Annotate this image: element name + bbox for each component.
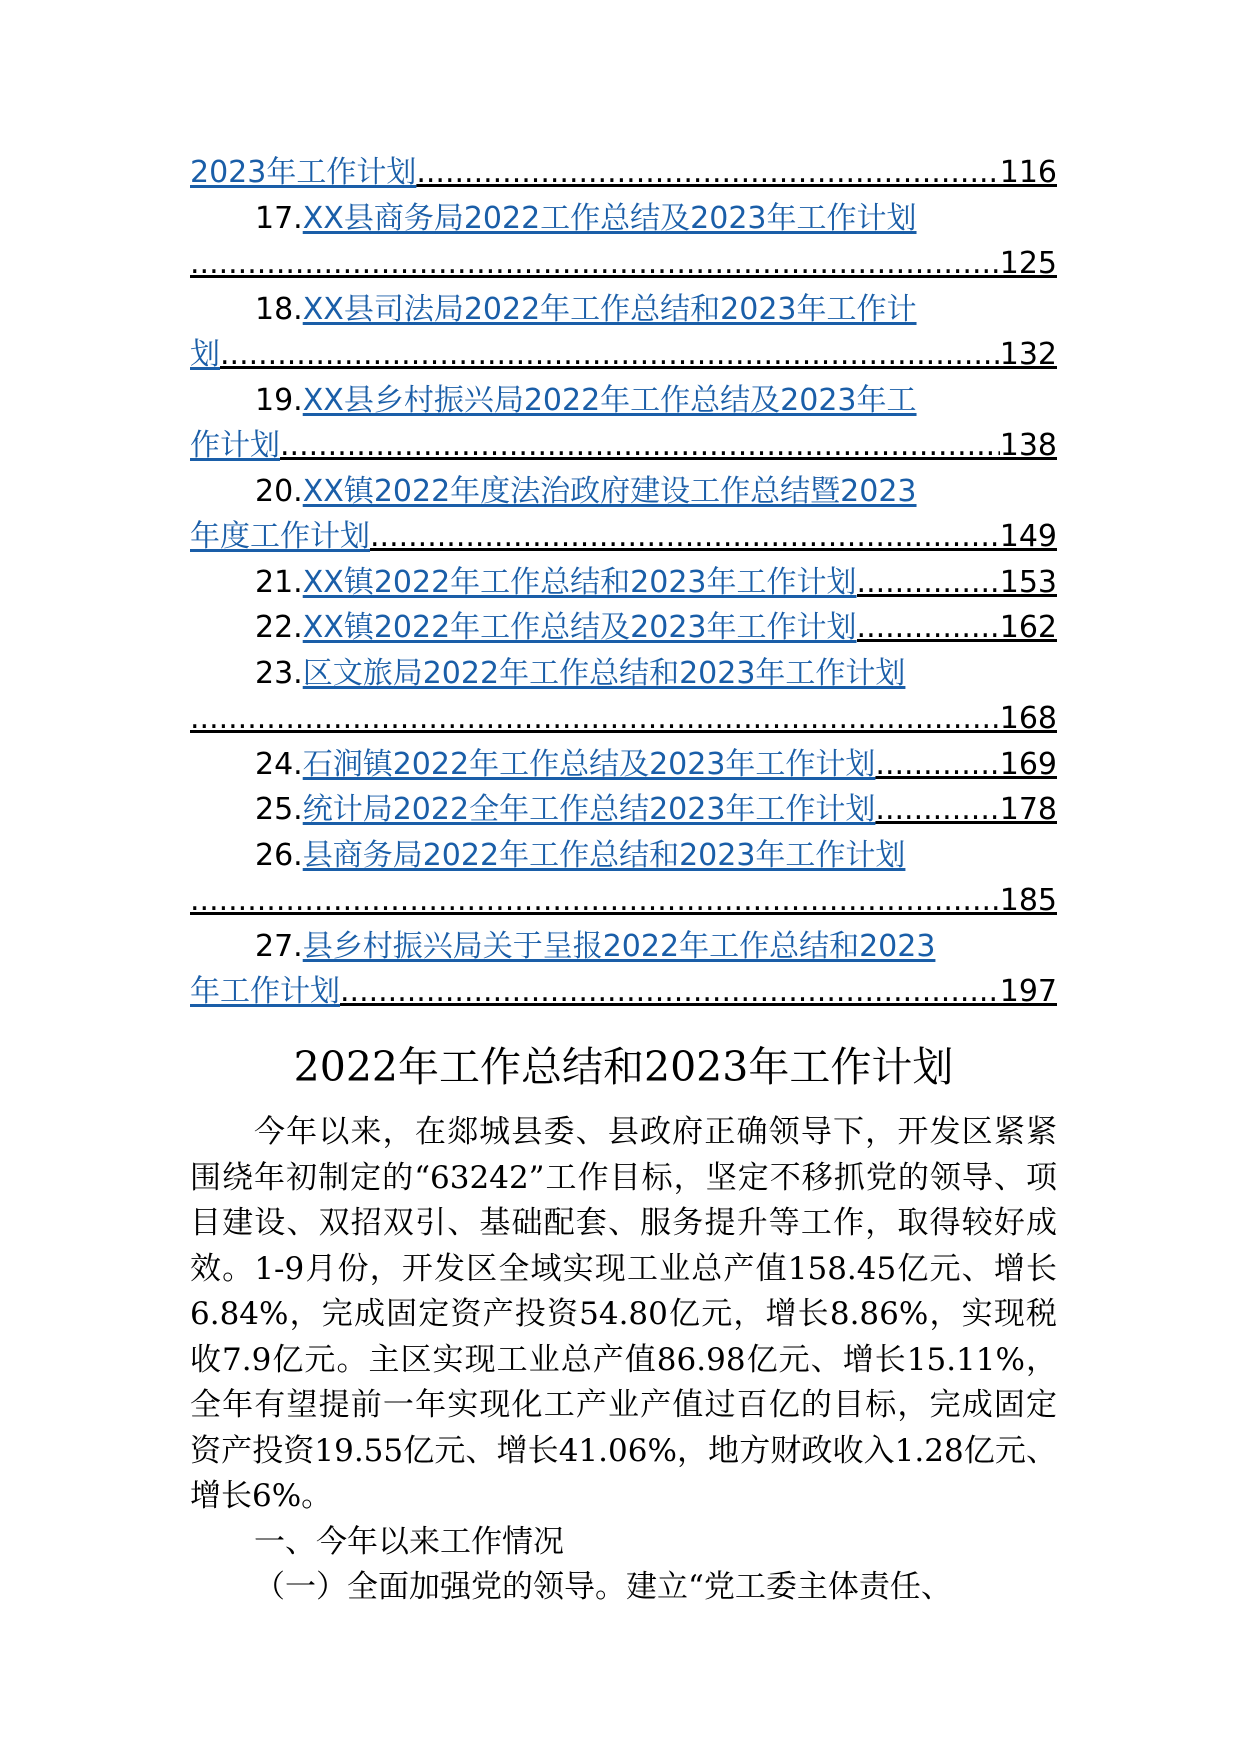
intro-paragraph: 今年以来，在郯城县委、县政府正确领导下，开发区紧紧围绕年初制定的“63242”工作目标，坚定不移抓党的领导、项目建设、双招双引、基础配套、服务提升等工作，取得较好成效。1-9月份，开发区全域实现工业总产值158.45亿元、增长6.84%，完成固定资产投资54.80亿元，增长8.86%，实现税收7.9亿元。主区实现工业总产值86.98亿元、增长15.11%，全年有望提前一年实现化工产业产值过百亿的目标，完成固定资产投资19.55亿元、增长41.06%，地方财政收入1.28亿元、增长6%。: [190, 1114, 1057, 1514]
toc-entry-23-page: [190, 696, 1057, 742]
toc-entry-17-page: [190, 241, 1057, 287]
toc-entry-20-page[interactable]: [190, 514, 1057, 560]
toc-number: 23.: [255, 655, 303, 691]
toc-entry-27-page[interactable]: [190, 969, 1057, 1015]
toc-entry-16-continuation[interactable]: [190, 150, 1057, 196]
toc-link[interactable]: 2023年工作计划: [190, 155, 417, 190]
toc-link[interactable]: XX县司法局2022年工作总结和2023年工作计: [302, 291, 917, 327]
toc-page-number: 168: [999, 701, 1057, 736]
toc-entry-19[interactable]: [190, 378, 1057, 424]
toc-page-number: 169: [999, 746, 1057, 782]
toc-page-number: 153: [999, 564, 1057, 600]
toc-link[interactable]: 年度工作计划: [190, 519, 370, 554]
toc-page-number: 185: [999, 883, 1057, 918]
toc-entry-19-page[interactable]: [190, 423, 1057, 469]
leader-dots: [280, 423, 1000, 469]
toc-entry-26[interactable]: [190, 833, 1057, 879]
toc-link[interactable]: 县乡村振兴局关于呈报2022年工作总结和2023: [302, 928, 936, 964]
toc-page-number: 197: [999, 974, 1057, 1009]
section-heading: 一、今年以来工作情况: [254, 1523, 564, 1560]
toc-link[interactable]: XX镇2022年度法治政府建设工作总结暨2023: [302, 473, 917, 509]
toc-link[interactable]: 年工作计划: [190, 974, 340, 1009]
toc-entry-23[interactable]: [190, 651, 1057, 697]
toc-entry-18[interactable]: [190, 287, 1057, 333]
toc-number: 25.: [255, 792, 303, 827]
leader-dots: [370, 514, 1000, 560]
toc-number: 22.: [255, 610, 303, 645]
table-of-contents: [190, 150, 1057, 1015]
toc-link[interactable]: XX镇2022年工作总结及2023年工作计划: [302, 610, 857, 645]
toc-page-number: 149: [999, 519, 1057, 554]
leader-dots: [857, 605, 1000, 651]
toc-link[interactable]: 县商务局2022年工作总结和2023年工作计划: [302, 837, 906, 873]
toc-entry-25[interactable]: [190, 787, 1057, 833]
leader-dots: [416, 150, 999, 196]
toc-entry-24[interactable]: [190, 742, 1057, 788]
toc-entry-22[interactable]: [190, 605, 1057, 651]
toc-number: 17.: [255, 200, 303, 236]
leader-dots: [190, 241, 1000, 287]
toc-link[interactable]: 石涧镇2022年工作总结及2023年工作计划: [302, 746, 876, 782]
leader-dots: [875, 787, 999, 833]
toc-page-number: 138: [999, 428, 1057, 463]
toc-entry-17[interactable]: [190, 196, 1057, 242]
toc-page-number: 125: [999, 246, 1057, 281]
toc-entry-18-page[interactable]: [190, 332, 1057, 378]
toc-entry-27[interactable]: [190, 924, 1057, 970]
toc-entry-26-page: [190, 878, 1057, 924]
toc-link[interactable]: 划: [190, 337, 220, 372]
toc-number: 24.: [255, 746, 303, 782]
toc-number: 18.: [255, 291, 303, 327]
section-title: 2022年工作总结和2023年工作计划: [293, 1043, 954, 1091]
toc-link[interactable]: XX县乡村振兴局2022年工作总结及2023年工: [302, 382, 917, 418]
toc-number: 20.: [255, 473, 303, 509]
leader-dots: [190, 696, 1000, 742]
toc-link[interactable]: 作计划: [190, 428, 280, 463]
subsection-heading: （一）全面加强党的领导。建立“党工委主体责任、: [254, 1569, 952, 1605]
toc-page-number: 162: [999, 610, 1057, 645]
leader-dots: [857, 560, 1000, 606]
toc-link[interactable]: 区文旅局2022年工作总结和2023年工作计划: [302, 655, 906, 691]
toc-number: 21.: [255, 564, 303, 600]
toc-number: 27.: [255, 928, 303, 964]
toc-page-number: 132: [999, 337, 1057, 372]
leader-dots: [875, 742, 999, 788]
leader-dots: [340, 969, 1000, 1015]
toc-page-number: 116: [999, 155, 1057, 190]
leader-dots: [190, 878, 1000, 924]
toc-number: 26.: [255, 837, 303, 873]
leader-dots: [220, 332, 1000, 378]
toc-number: 19.: [255, 382, 303, 418]
toc-entry-21[interactable]: [190, 560, 1057, 606]
toc-link[interactable]: XX县商务局2022工作总结及2023年工作计划: [302, 200, 917, 236]
toc-entry-20[interactable]: [190, 469, 1057, 515]
toc-link[interactable]: 统计局2022全年工作总结2023年工作计划: [302, 792, 876, 827]
body-text: [190, 1110, 1057, 1611]
toc-link[interactable]: XX镇2022年工作总结和2023年工作计划: [302, 564, 857, 600]
toc-page-number: 178: [999, 792, 1057, 827]
